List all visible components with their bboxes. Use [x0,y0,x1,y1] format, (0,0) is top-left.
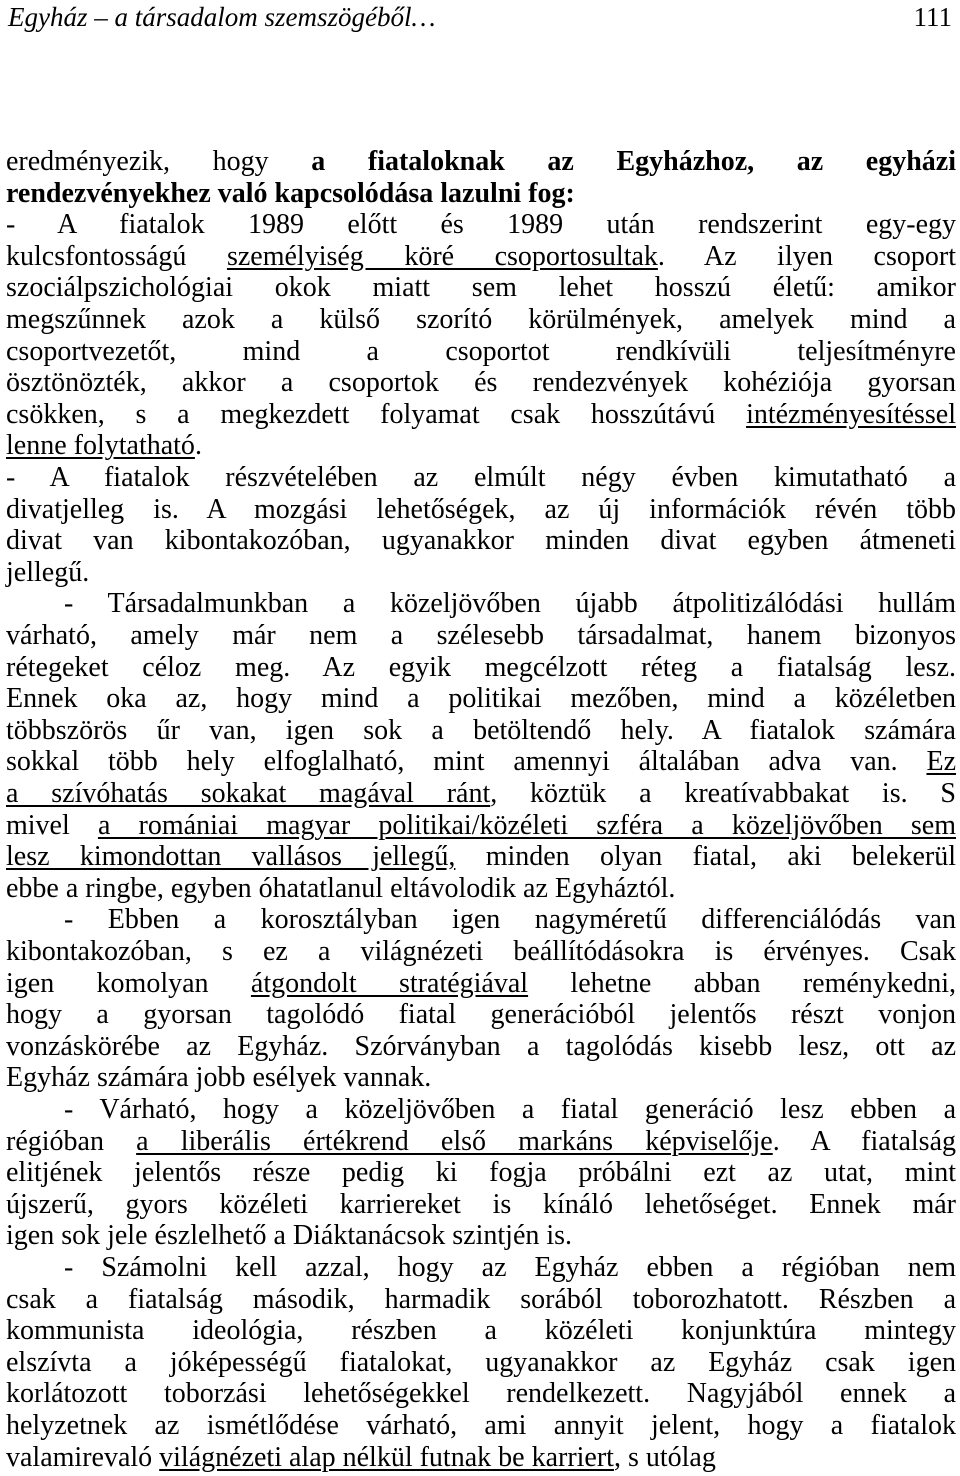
page-number: 111 [913,2,952,32]
text-line [6,430,956,462]
running-header [0,2,960,34]
text-segment: rétegeket céloz meg. Az egyik megcélzott réteg a fiatalság lesz. [6,651,956,683]
text-segment: . A fiatalság [772,1125,956,1157]
text-line [6,272,956,304]
text-line [64,588,956,620]
text-line [6,494,956,526]
text-line [6,1442,956,1474]
text-line [6,1062,956,1094]
text-segment: többszörös űr van, igen sok a betöltendő hely. A fiatalok számára [6,714,956,746]
text-line [6,1347,956,1379]
text-segment: - Számolni kell azzal, hogy az Egyház ebben a régióban nem [64,1252,956,1283]
running-title: Egyház – a társadalom szemszögéből… [8,2,436,32]
text-line [6,525,956,557]
text-segment: kommunista ideológia, részben a közéleti konjunktúra mintegy [6,1315,956,1347]
text-line [6,841,956,873]
text-segment: - A fiatalok 1989 előtt és 1989 után rendszerint egy-egy [6,209,956,241]
text-segment: elitjének jelentős része pedig ki fogja próbálni ezt az utat, mint [6,1157,956,1189]
text-segment: hogy a gyorsan tagolódó fiatal generációból jelentős részt vonjon [6,999,956,1031]
text-line [6,209,956,241]
underlined-text: Ez [926,746,956,778]
underlined-text: lenne folytatható [6,430,195,462]
text-segment: ösztönözték, akkor a csoportok és rendezvények kohéziója gyorsan [6,367,956,399]
text-line [6,399,956,431]
text-segment: divat van kibontakozóban, ugyanakkor minden divat egyben átmeneti [6,525,956,557]
underlined-text: a liberális értékrend első markáns képviselője [136,1125,773,1157]
text-segment: várható, amely már nem a szélesebb társadalmat, hanem bizonyos [6,620,956,651]
text-segment: , s utólag [613,1441,716,1473]
text-segment: . Az ilyen csoport [657,240,956,272]
text-segment: kibontakozóban, s ez a világnézeti beállítódásokra is érvényes. Csak [6,936,956,967]
text-segment: sokkal több hely elfoglalható, mint amennyi általában adva van. [6,746,927,778]
text-segment: csak a fiatalság második, harmadik sorából toborozhatott. Részben a [6,1283,956,1315]
text-line [6,936,956,968]
text-line [6,1378,956,1410]
text-segment: mivel [6,809,98,841]
text-line [6,746,956,778]
text-line [6,1220,956,1252]
text-segment: , köztük a kreatívabbakat is. S [490,778,956,809]
text-line [64,1094,956,1126]
text-line [6,652,956,684]
text-segment: divatjelleg is. A mozgási lehetőségek, az új információk révén több [6,493,956,525]
text-line [6,1189,956,1221]
text-segment: - A fiatalok részvételében az elmúlt négy évben kimutatható a [6,462,956,493]
text-segment: vonzáskörébe az Egyház. Szórványban a tagolódás kisebb lesz, ott az [6,1030,956,1062]
text-segment: elszívta a jóképességű fiatalokat, ugyanakkor az Egyház csak igen [6,1346,956,1378]
underlined-text: a romániai magyar politikai/közéleti szféra a közeljövőben sem [97,809,956,841]
text-line [6,1157,956,1189]
underlined-text: személyiség köré csoportosultak [226,240,658,272]
underlined-text: intézményesítéssel [746,398,956,430]
text-line [6,810,956,842]
text-line [6,999,956,1031]
text-segment: - Ebben a korosztályban igen nagyméretű differenciálódás van [64,904,956,936]
text-line [6,1315,956,1347]
text-line [6,462,956,494]
text-segment: újszerű, gyors közéleti karriereket is kínáló lehetőséget. Ennek már [6,1188,956,1220]
text-segment: régióban [6,1125,137,1157]
text-line [6,304,956,336]
text-segment: eredményezik, hogy [6,146,312,177]
text-line [6,146,956,178]
text-line [6,367,956,399]
text-line [6,683,956,715]
text-segment: jellegű. [6,556,90,588]
text-line [6,778,956,810]
text-line [64,1252,956,1284]
text-segment: lehetne abban reménykedni, [528,967,956,999]
text-segment: - Társadalmunkban a közeljövőben újabb átpolitizálódási hullám [64,588,956,620]
text-segment: ebbe a ringbe, egyben óhatatlanul eltávolodik az Egyháztól. [6,872,676,904]
text-line [6,1284,956,1316]
text-segment: Egyház számára jobb esélyek vannak. [6,1062,432,1094]
text-segment: csökken, s a megkezdett folyamat csak hosszútávú [6,398,747,430]
bold-text: a fiataloknak az Egyházhoz, az egyházi [311,146,956,177]
underlined-text: lesz kimondottan vallásos jellegű, [6,841,456,873]
text-segment: valamirevaló [6,1441,160,1473]
text-line [64,904,956,936]
text-segment: csoportvezetőt, mind a csoportot rendkívüli teljesítményre [6,335,956,367]
bold-text: rendezvényekhez való kapcsolódása lazulni fog: [6,177,575,209]
text-segment: kulcsfontosságú [6,240,227,272]
text-segment: minden olyan fiatal, aki belekerül [455,841,956,873]
text-segment: Ennek oka az, hogy mind a politikai mezőben, mind a közéletben [6,683,956,715]
text-line [6,178,956,210]
text-line [6,873,956,905]
underlined-text: átgondolt stratégiával [250,967,529,999]
text-line [6,241,956,273]
text-line [6,1126,956,1158]
text-segment: . [194,430,202,462]
text-segment: helyzetnek az ismétlődése várható, ami annyit jelent, hogy a fiatalok [6,1410,956,1441]
text-line [6,620,956,652]
text-line [6,1410,956,1442]
text-segment: korlátozott toborzási lehetőségekkel rendelkezett. Nagyjából ennek a [6,1378,956,1410]
text-line [6,336,956,368]
text-segment: igen sok jele észlelhető a Diáktanácsok szintjén is. [6,1220,573,1252]
underlined-text: a szívóhatás sokakat magával ránt [6,778,491,809]
text-line [6,715,956,747]
underlined-text: világnézeti alap nélkül futnak be karriert [159,1441,614,1473]
text-line [6,557,956,589]
text-segment: szociálpszichológiai okok miatt sem lehet hosszú életű: amikor [6,272,956,304]
text-segment: igen komolyan [6,967,251,999]
text-segment: - Várható, hogy a közeljövőben a fiatal generáció lesz ebben a [64,1094,956,1125]
text-line [6,1031,956,1063]
text-line [6,968,956,1000]
text-segment: megszűnnek azok a külső szorító körülmények, amelyek mind a [6,304,956,335]
